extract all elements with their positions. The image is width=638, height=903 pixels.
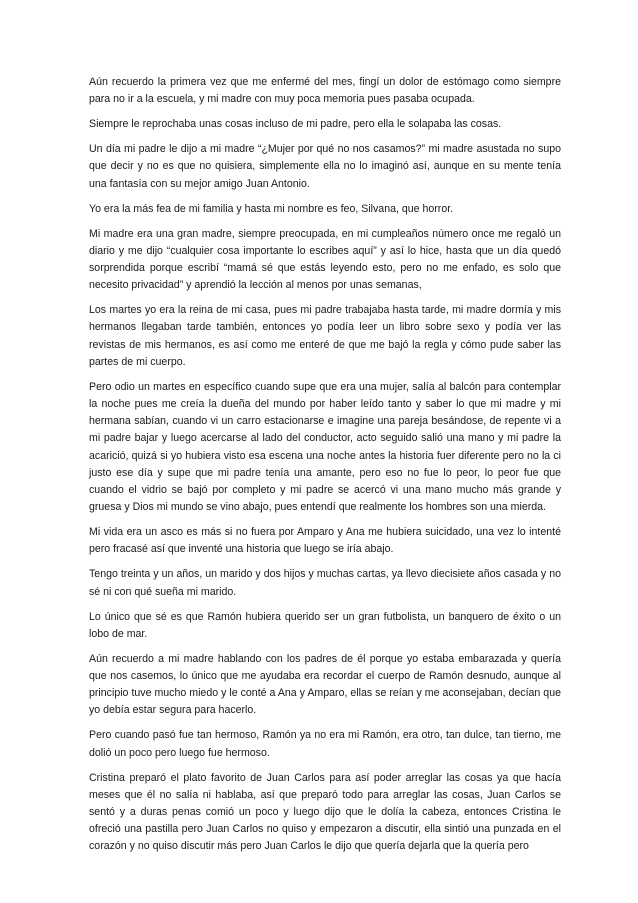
paragraph-4: Yo era la más fea de mi familia y hasta mi nombre es feo, Silvana, que horror. — [89, 202, 454, 215]
paragraph-3: Un día mi padre le dijo a mi madre “¿Mujer por qué no nos casamos?” mi madre asustada no supo que decir y no es que no quisiera, simplemente ella no lo imaginó así, aunque en su mente tenía una fantasía con su mejor amigo Juan Antonio. — [89, 143, 561, 190]
paragraph-5: Mi madre era una gran madre, siempre preocupada, en mi cumpleaños número once me regaló un diario y me dijo “cualquier cosa importante lo escribes aquí” y así lo hice, hasta que un día quedó sorprendida porque escribí “mamá sé que estás leyendo esto, pero no me enfado, es solo que necesito privacidad” y aprendió la lección al menos por unas semanas, — [89, 227, 561, 292]
document-body — [89, 74, 561, 863]
paragraph-9: Tengo treinta y un años, un marido y dos hijos y muchas cartas, ya llevo diecisiete años casada y no sé ni con qué sueña mi marido. — [89, 568, 561, 598]
paragraph-8: Mi vida era un asco es más si no fuera por Amparo y Ana me hubiera suicidado, una vez lo intenté pero fracasé así que inventé una historia que luego se iría abajo. — [89, 526, 561, 556]
paragraph-11: Aún recuerdo a mi madre hablando con los padres de él porque yo estaba embarazada y quería que nos casemos, lo único que me ayudaba era recordar el cuerpo de Ramón desnudo, aunque al principio tuve mucho miedo y le conté a Ana y Amparo, ellas se reían y me aconsejaban, decían que yo debía estar segura para hacerlo. — [89, 652, 561, 717]
paragraph-7: Pero odio un martes en específico cuando supe que era una mujer, salía al balcón para contemplar la noche pues me creía la dueña del mundo por haber leído tanto y saber lo que mi madre y mi hermana sabían, cuando vi un carro estacionarse e imagine una pareja besándose, de repente vi a mi padre bajar y luego acercarse al lado del conductor, acto seguido salió una mano y mi padre la acarició, quizá si yo hubiera visto esa escena una noche antes la historia fuer diferente pero no la ci justo ese día y supe que mi padre tenía una amante, pero eso no fue lo peor, lo peor fue que cuando el vidrio se bajó por completo y mi padre se acercó vi una mano mucho más grande y gruesa y Dios mi mundo se vino abajo, pues entendí que realmente los hombres son una mierda. — [89, 380, 561, 514]
paragraph-6: Los martes yo era la reina de mi casa, pues mi padre trabajaba hasta tarde, mi madre dormía y mis hermanos llegaban tarde también, entonces yo podía leer un libro sobre sexo y podía ver las revistas de mis hermanos, es así como me enteré de que me bajó la regla y cómo pude saber las partes de mi cuerpo. — [89, 304, 561, 368]
paragraph-2: Siempre le reprochaba unas cosas incluso de mi padre, pero ella le solapaba las cosas. — [89, 118, 502, 131]
paragraph-12: Pero cuando pasó fue tan hermoso, Ramón ya no era mi Ramón, era otro, tan dulce, tan tierno, me dolió un poco pero luego fue hermoso. — [89, 729, 561, 759]
paragraph-10: Lo único que sé es que Ramón hubiera querido ser un gran futbolista, un banquero de éxito o un lobo de mar. — [89, 610, 561, 640]
paragraph-1: Aún recuerdo la primera vez que me enfermé del mes, fingí un dolor de estómago como siempre para no ir a la escuela, y mi madre con muy poca memoria pues pasaba ocupada. — [89, 76, 561, 106]
paragraph-13: Cristina preparó el plato favorito de Juan Carlos para así poder arreglar las cosas ya que hacía meses que él no salía ni hablaba, así que preparó todo para arreglar las cosas, Juan Carlos se sentó y a duras penas comió un poco y luego dijo que le dolía la cabeza, entonces Cristina le ofreció una pastilla pero Juan Carlos no quiso y empezaron a discutir, ella sintió una punzada en el corazón y no quiso discutir más pero Juan Carlos le dijo que quería dejarla que la quería pero — [89, 771, 561, 853]
